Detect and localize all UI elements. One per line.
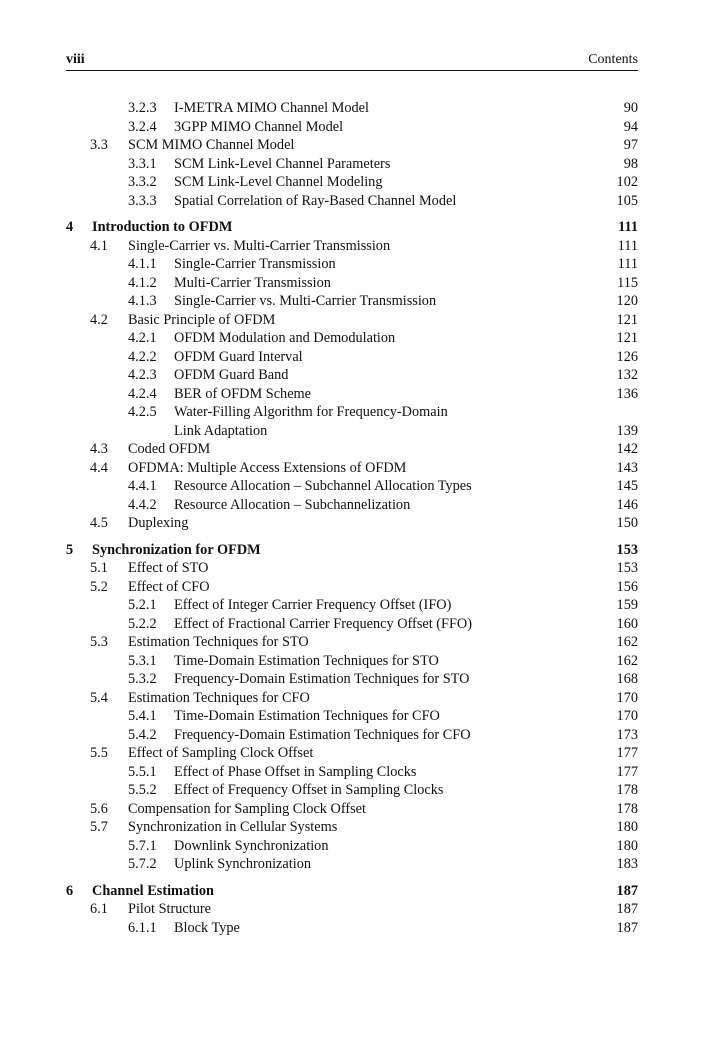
toc-entry-title: Block Type (174, 919, 240, 936)
toc-entry-title: Time-Domain Estimation Techniques for STO (174, 652, 439, 669)
toc-entry-title: Estimation Techniques for STO (128, 634, 309, 650)
toc-entry-page: 105 (616, 192, 638, 209)
table-of-contents (66, 99, 638, 937)
toc-entry-number: 3.3.1 (128, 155, 157, 172)
toc-entry-number: 5.5.2 (128, 782, 157, 798)
toc-entry-number: 4.1.3 (128, 293, 157, 309)
toc-entry (66, 440, 638, 459)
toc-entry (66, 366, 638, 385)
toc-entry-number: 5.5.1 (128, 763, 157, 780)
toc-entry-page: 180 (616, 837, 638, 854)
toc-entry-page: 177 (616, 745, 638, 761)
toc-entry-title: OFDMA: Multiple Access Extensions of OFDM (128, 459, 407, 476)
toc-entry-title: Synchronization in Cellular Systems (128, 819, 338, 835)
toc-entry-title: Time-Domain Estimation Techniques for CFO (174, 708, 440, 724)
toc-entry-page: 121 (616, 330, 638, 346)
toc-entry-title: Effect of Frequency Offset in Sampling Clocks (174, 782, 444, 798)
toc-entry-number: 6.1.1 (128, 919, 157, 936)
toc-entry-title: SCM Link-Level Channel Modeling (174, 174, 383, 190)
toc-entry-page: 178 (616, 782, 638, 798)
toc-entry-title: SCM MIMO Channel Model (128, 137, 295, 153)
toc-entry-number: 5 (66, 541, 74, 558)
toc-entry-page: 102 (616, 174, 638, 190)
toc-chapter-entry (66, 882, 638, 901)
toc-entry-number: 5.7.1 (128, 837, 157, 854)
toc-entry-title: Resource Allocation – Subchannel Allocation Types (174, 478, 472, 494)
toc-entry (66, 707, 638, 726)
toc-entry-number: 4.4.1 (128, 478, 157, 494)
toc-entry-number: 5.2.1 (128, 597, 157, 613)
toc-entry-number: 5.2.2 (128, 615, 157, 632)
toc-entry-title: Effect of Fractional Carrier Frequency Offset (FFO) (174, 615, 473, 632)
toc-entry-title: Basic Principle of OFDM (128, 311, 276, 328)
toc-entry (66, 855, 638, 874)
toc-entry (66, 670, 638, 689)
toc-entry-page: 120 (616, 293, 638, 309)
toc-entry-number: 5.7.2 (128, 856, 157, 872)
toc-entry-page: 139 (616, 422, 638, 439)
toc-entry-title: Frequency-Domain Estimation Techniques for STO (174, 671, 470, 687)
toc-entry (66, 837, 638, 856)
toc-entry-number: 4.4 (90, 459, 108, 476)
toc-entry-number: 3.2.3 (128, 100, 157, 116)
toc-entry-page: 111 (617, 256, 638, 272)
toc-entry-number: 5.5 (90, 745, 108, 761)
toc-entry-page: 126 (616, 348, 638, 365)
toc-entry-title: Frequency-Domain Estimation Techniques for CFO (174, 726, 471, 743)
toc-entry-title: Synchronization for OFDM (92, 541, 261, 558)
toc-entry-title: Single-Carrier Transmission (174, 256, 336, 272)
toc-entry-title: OFDM Guard Band (174, 367, 289, 383)
toc-entry-page: 145 (616, 478, 638, 494)
toc-entry-number: 5.1 (90, 560, 108, 576)
toc-entry-number: 4.3 (90, 441, 108, 457)
toc-entry (66, 118, 638, 137)
toc-entry (66, 726, 638, 745)
toc-entry (66, 744, 638, 763)
toc-entry (66, 559, 638, 578)
toc-entry (66, 136, 638, 155)
toc-entry-page: 111 (618, 219, 638, 235)
toc-entry (66, 477, 638, 496)
toc-entry (66, 422, 638, 441)
toc-entry (66, 459, 638, 478)
toc-entry-number: 4.4.2 (128, 496, 157, 513)
toc-entry (66, 255, 638, 274)
toc-entry-page: 121 (616, 311, 638, 328)
toc-entry-page: 159 (616, 597, 638, 613)
toc-entry-title: Resource Allocation – Subchannelization (174, 496, 411, 513)
toc-entry-number: 4.2 (90, 311, 108, 328)
toc-entry (66, 689, 638, 708)
toc-entry-number: 5.4.1 (128, 708, 157, 724)
toc-entry-title: OFDM Modulation and Demodulation (174, 330, 396, 346)
toc-entry (66, 385, 638, 404)
toc-entry-page: 153 (616, 541, 638, 558)
toc-entry (66, 192, 638, 211)
toc-entry-page: 187 (616, 901, 638, 917)
toc-entry-title: Link Adaptation (174, 422, 268, 439)
toc-entry-page: 156 (616, 578, 638, 595)
toc-entry-title: Effect of CFO (128, 578, 210, 595)
toc-entry (66, 173, 638, 192)
toc-entry-number: 5.3.2 (128, 671, 157, 687)
toc-entry (66, 496, 638, 515)
toc-entry-title: SCM Link-Level Channel Parameters (174, 155, 391, 172)
toc-entry (66, 237, 638, 256)
toc-entry-title: Downlink Synchronization (174, 837, 329, 854)
toc-entry-number: 4.2.1 (128, 330, 157, 346)
toc-entry-title: Single-Carrier vs. Multi-Carrier Transmission (128, 237, 391, 254)
toc-entry (66, 633, 638, 652)
toc-entry-page: 150 (616, 515, 638, 531)
toc-entry-page: 178 (616, 800, 638, 817)
toc-entry-page: 146 (616, 496, 638, 513)
toc-entry-page: 97 (623, 137, 638, 153)
toc-entry-title: Spatial Correlation of Ray-Based Channel Model (174, 192, 457, 209)
toc-entry-page: 90 (623, 100, 638, 116)
toc-entry-number: 5.6 (90, 800, 108, 817)
toc-entry-number: 3.2.4 (128, 118, 157, 135)
toc-entry-page: 162 (616, 634, 638, 650)
toc-entry-number: 5.3 (90, 634, 108, 650)
toc-entry-number: 6.1 (90, 901, 108, 917)
toc-entry-number: 5.3.1 (128, 652, 157, 669)
toc-entry-page: 136 (616, 385, 638, 402)
toc-entry-page: 180 (616, 819, 638, 835)
toc-entry (66, 329, 638, 348)
toc-entry-title: OFDM Guard Interval (174, 348, 303, 365)
toc-entry-title: Effect of Sampling Clock Offset (128, 745, 314, 761)
running-header (66, 52, 638, 70)
toc-chapter-entry (66, 541, 638, 560)
toc-entry (66, 596, 638, 615)
toc-entry (66, 800, 638, 819)
toc-entry (66, 615, 638, 634)
toc-entry-page: 187 (616, 882, 638, 899)
toc-entry-page: 142 (616, 441, 638, 457)
toc-entry-page: 170 (616, 689, 638, 706)
toc-chapter-entry (66, 218, 638, 237)
toc-entry-page: 160 (616, 615, 638, 632)
toc-entry-number: 4.1.2 (128, 274, 157, 291)
toc-entry-page: 183 (616, 856, 638, 872)
page-number: viii (66, 52, 85, 67)
toc-entry (66, 514, 638, 533)
toc-entry-title: Duplexing (128, 515, 189, 531)
toc-entry (66, 348, 638, 367)
toc-entry-title: Coded OFDM (128, 441, 211, 457)
toc-entry-page: 187 (616, 919, 638, 936)
toc-entry-number: 3.3 (90, 137, 108, 153)
toc-entry-number: 4.2.4 (128, 385, 157, 402)
header-rule (66, 70, 638, 71)
toc-entry-page: 143 (616, 459, 638, 476)
toc-entry (66, 292, 638, 311)
toc-entry (66, 781, 638, 800)
toc-entry (66, 900, 638, 919)
toc-entry-number: 4.1.1 (128, 256, 157, 272)
toc-entry-title: Water-Filling Algorithm for Frequency-Domain (174, 404, 448, 420)
running-title: Contents (588, 52, 638, 67)
toc-entry-number: 4.1 (90, 237, 108, 254)
toc-entry-title: Single-Carrier vs. Multi-Carrier Transmission (174, 293, 437, 309)
toc-entry-page: 162 (616, 652, 638, 669)
toc-entry-title: Multi-Carrier Transmission (174, 274, 331, 291)
toc-entry-title: Estimation Techniques for CFO (128, 689, 310, 706)
toc-entry-page: 170 (616, 708, 638, 724)
toc-entry-number: 4.2.2 (128, 348, 157, 365)
toc-entry (66, 652, 638, 671)
toc-entry-number: 6 (66, 882, 74, 899)
toc-entry-title: Channel Estimation (92, 882, 214, 899)
toc-entry (66, 311, 638, 330)
toc-entry (66, 403, 638, 422)
toc-entry-page: 173 (616, 726, 638, 743)
toc-entry (66, 578, 638, 597)
toc-entry-number: 5.2 (90, 578, 108, 595)
toc-entry-title: I-METRA MIMO Channel Model (174, 100, 369, 116)
toc-entry-title: Uplink Synchronization (174, 856, 311, 872)
toc-entry (66, 818, 638, 837)
toc-entry-number: 3.3.3 (128, 192, 157, 209)
toc-entry (66, 155, 638, 174)
toc-entry (66, 763, 638, 782)
toc-entry-page: 132 (616, 367, 638, 383)
toc-entry-page: 168 (616, 671, 638, 687)
toc-entry-number: 4.5 (90, 515, 108, 531)
toc-entry-number: 3.3.2 (128, 174, 157, 190)
toc-entry-page: 177 (616, 763, 638, 780)
toc-entry-number: 5.4.2 (128, 726, 157, 743)
toc-entry-number: 4.2.5 (128, 404, 157, 420)
toc-entry-title: Compensation for Sampling Clock Offset (128, 800, 366, 817)
toc-entry-number: 4 (66, 219, 74, 235)
toc-entry-number: 4.2.3 (128, 367, 157, 383)
toc-entry-title: Introduction to OFDM (92, 219, 233, 235)
toc-entry-title: Pilot Structure (128, 901, 211, 917)
toc-entry-title: Effect of Phase Offset in Sampling Clocks (174, 763, 417, 780)
toc-entry-title: Effect of Integer Carrier Frequency Offset (IFO) (174, 597, 452, 613)
toc-entry-page: 94 (623, 118, 638, 135)
toc-entry-number: 5.7 (90, 819, 108, 835)
toc-entry-number: 5.4 (90, 689, 108, 706)
toc-entry-page: 98 (623, 155, 638, 172)
toc-entry-title: BER of OFDM Scheme (174, 385, 312, 402)
toc-entry-title: 3GPP MIMO Channel Model (174, 118, 344, 135)
toc-entry-page: 115 (617, 274, 638, 291)
toc-entry (66, 919, 638, 938)
toc-entry-title: Effect of STO (128, 560, 209, 576)
toc-entry (66, 274, 638, 293)
toc-entry-page: 153 (616, 560, 638, 576)
toc-entry (66, 99, 638, 118)
toc-entry-page: 111 (617, 237, 638, 254)
